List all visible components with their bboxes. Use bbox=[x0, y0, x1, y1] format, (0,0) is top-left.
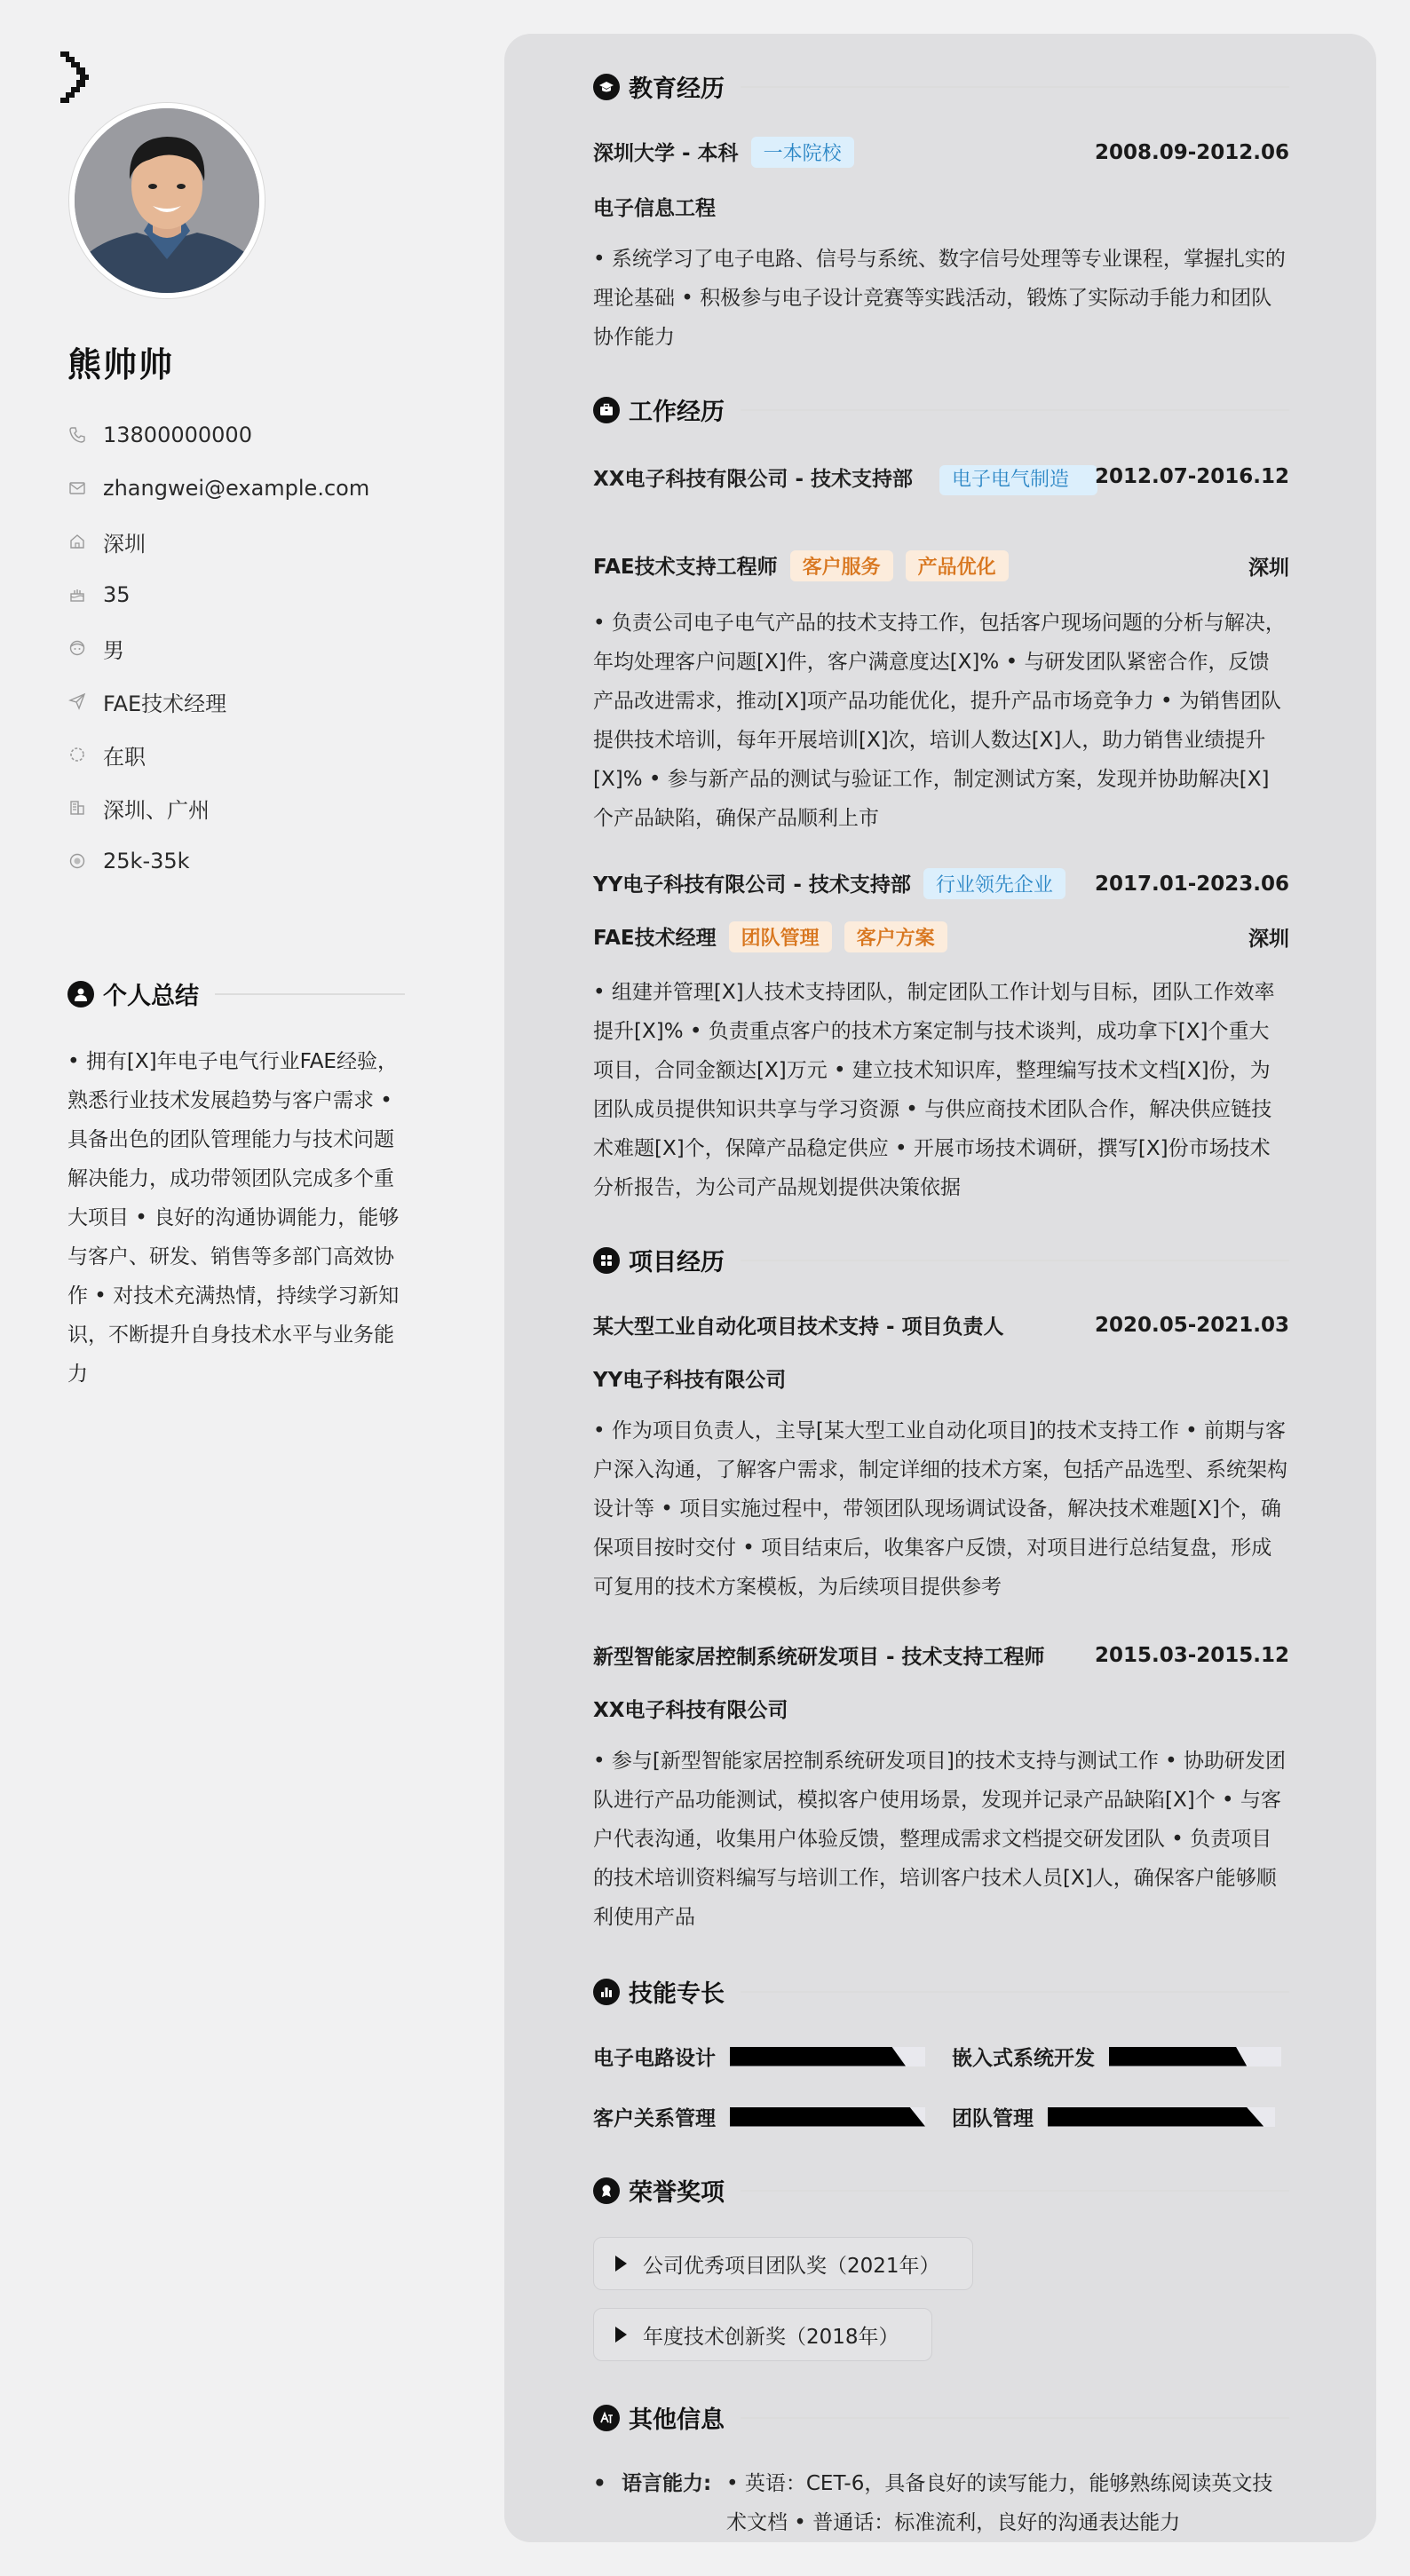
skill-tag: 客户方案 bbox=[844, 921, 947, 952]
work-section-title: 工作经历 bbox=[593, 392, 1289, 427]
bullet: • bbox=[593, 2472, 606, 2495]
project-date: 2020.05-2021.03 bbox=[1094, 1313, 1289, 1337]
other-item-language: • 语言能力: • 英语：CET-6，具备良好的读写能力，能够熟练阅读英文技术文档 • 普通话：标准流利，良好的沟通表达能力 bbox=[593, 2464, 1289, 2542]
info-phone: 13800000000 bbox=[67, 408, 369, 462]
skill-item: 电子电路设计 bbox=[593, 2042, 925, 2071]
project-name: 某大型工业自动化项目技术支持 - 项目负责人 bbox=[593, 1316, 1004, 1339]
skill-bar-fill bbox=[1048, 2107, 1263, 2127]
education-desc: • 系统学习了电子电路、信号与系统、数字信号处理等专业课程，掌握扎实的理论基础 • 积极参与电子设计竞赛等实践活动，锻炼了实际动手能力和团队协作能力 bbox=[593, 248, 1286, 349]
award-item[interactable]: 公司优秀项目团队奖（2021年） bbox=[593, 2237, 973, 2290]
play-icon bbox=[615, 2256, 627, 2272]
skill-tag: 客户服务 bbox=[790, 550, 893, 581]
summary-text: • 拥有[X]年电子电气行业FAE经验，熟悉行业技术发展趋势与客户需求 • 具备出色的团队管理能力与技术问题解决能力，成功带领团队完成多个重大项目 • 良好的沟通协调能力，能够与客户、研发、销售等多部门高效协作 • 对技术充满热情，持续学习新知识，不断提升自身技术水平与业务能力 bbox=[67, 1050, 400, 1386]
play-icon bbox=[615, 2327, 627, 2343]
skill-bar bbox=[1048, 2107, 1275, 2127]
divider bbox=[741, 409, 1289, 411]
status-icon bbox=[67, 745, 87, 764]
skill-item: 嵌入式系统开发 bbox=[952, 2042, 1281, 2071]
info-gender: 男 bbox=[67, 621, 369, 675]
skill-bar bbox=[730, 2047, 925, 2066]
other-section-title: 其他信息 bbox=[593, 2400, 1289, 2435]
work-item-1-role bbox=[593, 550, 1289, 581]
logo-icon bbox=[57, 50, 92, 105]
send-icon bbox=[67, 691, 87, 711]
work-date: 2012.07-2016.12 bbox=[1094, 465, 1289, 488]
work-item-2-header bbox=[593, 868, 1289, 899]
info-position: FAE技术经理 bbox=[67, 675, 369, 728]
work-date: 2017.01-2023.06 bbox=[1094, 872, 1289, 896]
info-salary: 25k-35k bbox=[67, 834, 369, 888]
work-city: 深圳 bbox=[1248, 928, 1289, 951]
project-item-2-desc: • 参与[新型智能家居控制系统研发项目]的技术支持与测试工作 • 协助研发团队进行产品功能测试，模拟客户使用场景，发现并记录产品缺陷[X]个 • 与客户代表沟通，收集用户体验反馈，整理成需求文档提交研发团队 • 负责项目的技术培训资料编写与培训工作，培训客户技术人员[X]人，确保客户能够顺利使用产品 bbox=[593, 1750, 1287, 1929]
translate-icon bbox=[593, 2405, 620, 2431]
project-company: YY电子科技有限公司 bbox=[593, 1369, 787, 1392]
education-major: 电子信息工程 bbox=[593, 197, 716, 220]
project-company: XX电子科技有限公司 bbox=[593, 1699, 788, 1722]
work-role: FAE技术经理 bbox=[593, 927, 717, 950]
graduation-cap-icon bbox=[593, 74, 620, 100]
work-item-1-desc: • 负责公司电子电气产品的技术支持工作，包括客户现场问题的分析与解决，年均处理客户问题[X]件，客户满意度达[X]% • 与研发团队紧密合作，反馈产品改进需求，推动[X]项产品功能优化，提升产品市场竞争力 • 为销售团队提供技术培训，每年开展培训[X]次，培训人数达[X]人，助力销售业绩提升[X]% • 参与新产品的测试与验证工作，制定测试方案，发现并协助解决[X]个产品缺陷，确保产品顺利上市 bbox=[593, 612, 1286, 830]
work-company: YY电子科技有限公司 - 技术支持部 bbox=[593, 873, 911, 897]
money-icon bbox=[67, 851, 87, 871]
skill-tag: 产品优化 bbox=[906, 550, 1009, 581]
info-location: 深圳 bbox=[67, 515, 369, 568]
skill-tag: 团队管理 bbox=[729, 921, 832, 952]
work-item-2-desc: • 组建并管理[X]人技术支持团队，制定团队工作计划与目标，团队工作效率提升[X]% • 负责重点客户的技术方案定制与技术谈判，成功拿下[X]个重大项目，合同金额达[X]万元 • 建立技术知识库，整理编写技术文档[X]份，为团队成员提供知识共享与学习资源 • 与供应商技术团队合作，解决供应链技术难题[X]个，保障产品稳定供应 • 开展市场技术调研，撰写[X]份市场技术分析报告，为公司产品规划提供决策依据 bbox=[593, 981, 1275, 1199]
project-item-1-header bbox=[593, 1310, 1289, 1339]
divider bbox=[741, 1991, 1289, 1993]
info-age: 35 bbox=[67, 568, 369, 621]
school-tag: 一本院校 bbox=[751, 137, 854, 168]
award-item[interactable]: 年度技术创新奖（2018年） bbox=[593, 2308, 932, 2361]
divider bbox=[741, 2417, 1289, 2419]
skill-item: 团队管理 bbox=[952, 2102, 1275, 2131]
education-header bbox=[593, 137, 1289, 168]
education-section-title: 教育经历 bbox=[593, 69, 1289, 104]
profile-name: 熊帅帅 bbox=[67, 345, 175, 384]
avatar bbox=[69, 103, 265, 298]
skills-section-title: 技能专长 bbox=[593, 1974, 1289, 2009]
work-company: XX电子科技有限公司 - 技术支持部 bbox=[593, 468, 914, 491]
mail-icon bbox=[67, 478, 87, 498]
divider bbox=[741, 2190, 1289, 2192]
industry-tag: 行业领先企业 bbox=[923, 868, 1065, 899]
education-date: 2008.09-2012.06 bbox=[1094, 140, 1289, 164]
gender-icon bbox=[67, 638, 87, 658]
project-name: 新型智能家居控制系统研发项目 - 技术支持工程师 bbox=[593, 1646, 1045, 1669]
project-item-2-header bbox=[593, 1640, 1289, 1670]
skill-bar-fill bbox=[730, 2047, 906, 2066]
briefcase-icon bbox=[593, 397, 620, 423]
industry-tag: 电子电气制造 bbox=[939, 465, 1097, 495]
divider bbox=[741, 86, 1289, 88]
home-icon bbox=[67, 532, 87, 551]
work-item-1-header bbox=[593, 460, 1289, 527]
divider bbox=[741, 1260, 1289, 1261]
skill-bar bbox=[730, 2107, 925, 2127]
project-date: 2015.03-2015.12 bbox=[1094, 1643, 1289, 1667]
work-item-2-role bbox=[593, 921, 1289, 952]
avatar-portrait-icon bbox=[75, 108, 259, 293]
info-status: 在职 bbox=[67, 728, 369, 781]
user-icon bbox=[67, 981, 94, 1007]
project-item-1-desc: • 作为项目负责人，主导[某大型工业自动化项目]的技术支持工作 • 前期与客户深入沟通，了解客户需求，制定详细的技术方案，包括产品选型、系统架构设计等 • 项目实施过程中，带领团队现场调试设备，解决技术难题[X]个，确保项目按时交付 • 项目结束后，收集客户反馈，对项目进行总结复盘，形成可复用的技术方案模板，为后续项目提供参考 bbox=[593, 1419, 1287, 1599]
building-icon bbox=[67, 798, 87, 818]
skill-bar-fill bbox=[1109, 2047, 1247, 2066]
summary-section-title: 个人总结 bbox=[67, 976, 405, 1011]
info-city: 深圳、广州 bbox=[67, 781, 369, 834]
contact-info-list bbox=[67, 408, 369, 888]
award-icon bbox=[593, 2177, 620, 2204]
sidebar bbox=[0, 0, 497, 2576]
awards-section-title: 荣誉奖项 bbox=[593, 2173, 1289, 2208]
grid-icon bbox=[593, 1247, 620, 1274]
phone-icon bbox=[67, 425, 87, 445]
skill-item: 客户关系管理 bbox=[593, 2102, 925, 2131]
skill-bar-fill bbox=[730, 2107, 925, 2127]
skill-bar bbox=[1109, 2047, 1281, 2066]
chart-icon bbox=[593, 1979, 620, 2005]
info-email: zhangwei@example.com bbox=[67, 462, 369, 515]
cake-icon bbox=[67, 585, 87, 604]
divider bbox=[215, 993, 405, 995]
work-role: FAE技术支持工程师 bbox=[593, 556, 778, 579]
projects-section-title: 项目经历 bbox=[593, 1243, 1289, 1277]
work-city: 深圳 bbox=[1248, 557, 1289, 580]
school-name: 深圳大学 - 本科 bbox=[593, 142, 739, 165]
